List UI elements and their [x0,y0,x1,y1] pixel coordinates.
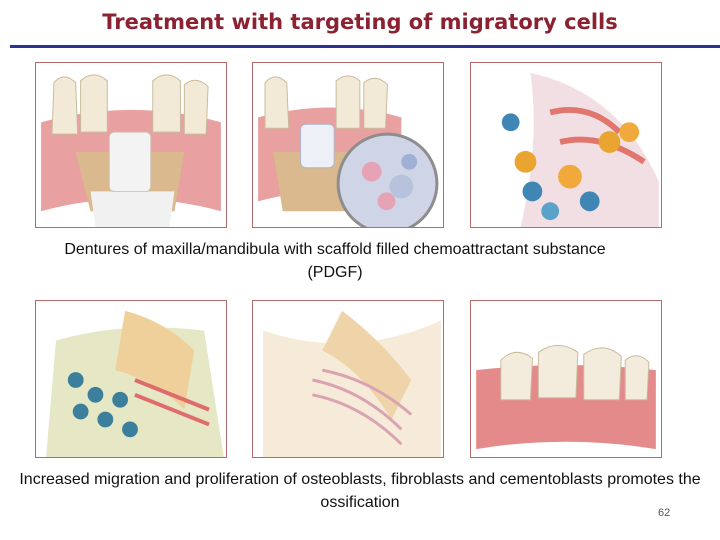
scaffold-magnified-illustration [253,63,443,227]
slide-title: Treatment with targeting of migratory cells [102,10,618,34]
image-healed-teeth [470,300,662,458]
ligament-fibres-illustration [253,301,443,457]
image-osteoblasts [35,300,227,458]
caption-ossification: Increased migration and proliferation of osteoblasts, fibroblasts and cementoblasts promotes the ossification [19,471,701,511]
image-migrating-cells [470,62,662,228]
teeth-scaffold-illustration [36,63,226,227]
healed-teeth-illustration [471,301,661,457]
image-scaffold-magnified [252,62,444,228]
migrating-cells-illustration [471,63,661,227]
image-ligament-fibres [252,300,444,458]
caption-scaffold: Dentures of maxilla/mandibula with scaffold filled chemoattractant substance (PDGF) [64,241,606,281]
title-underline [10,45,720,48]
osteoblasts-illustration [36,301,226,457]
page-number: 62 [658,507,671,519]
image-teeth-scaffold [35,62,227,228]
